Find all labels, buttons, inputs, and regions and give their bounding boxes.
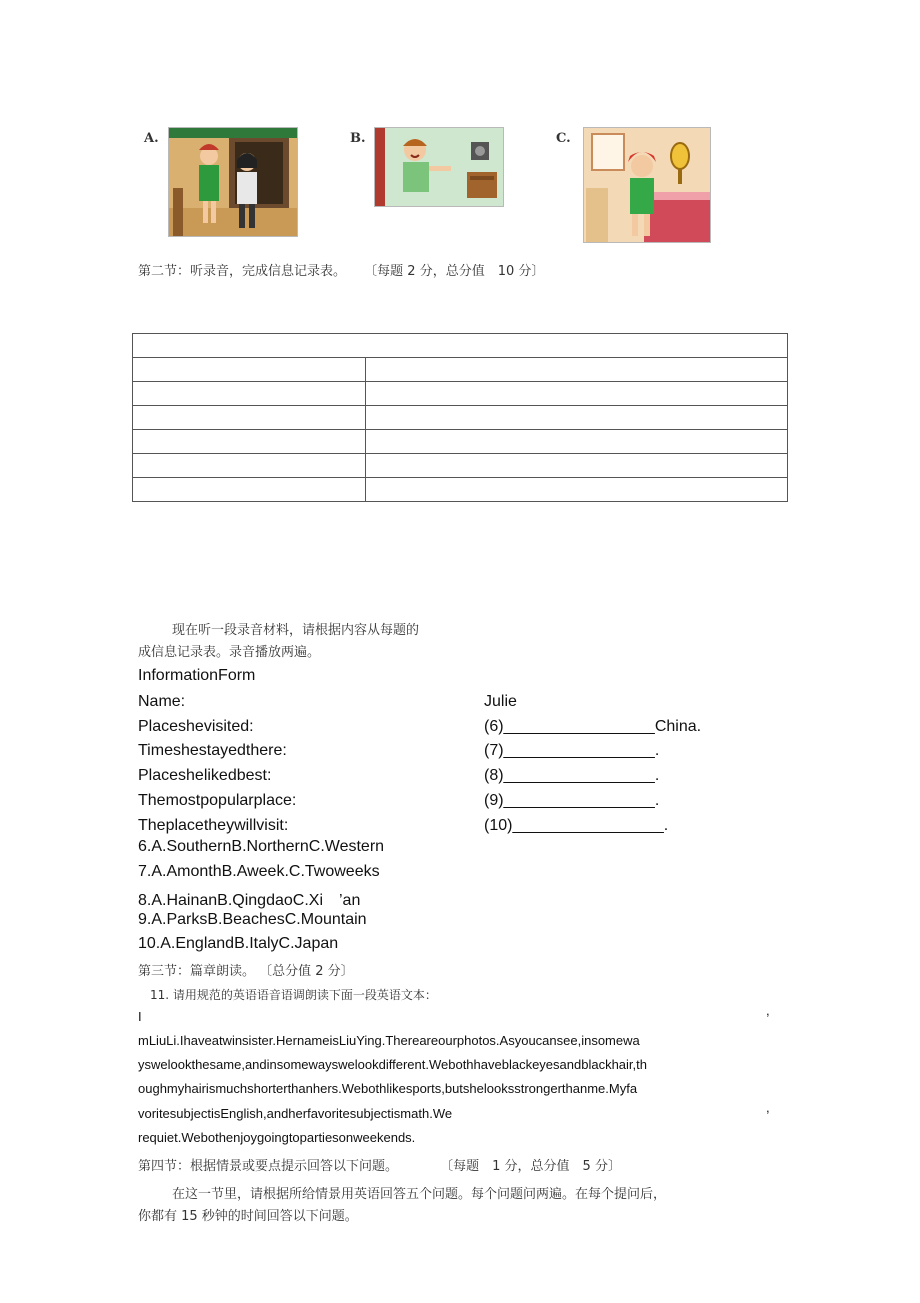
table-row bbox=[133, 406, 788, 430]
table-cell bbox=[133, 406, 366, 430]
table-row bbox=[133, 382, 788, 406]
passage-line-3: yswelookthesame,andinsomewayswelookdifferent.Webothhaveblackeyesandblackhair,th bbox=[138, 1057, 647, 1072]
form-blank-8: (8)_________________. bbox=[484, 767, 660, 784]
section4-line-2: 你都有 15 秒钟的时间回答以下问题。 bbox=[138, 1209, 358, 1224]
section4-heading bbox=[138, 1155, 621, 1174]
form-label-place-liked: Placeshelikedbest: bbox=[138, 767, 272, 784]
section2-heading bbox=[138, 260, 544, 279]
stray-mark: , bbox=[766, 1003, 770, 1018]
choice-7: 7.A.AmonthB.Aweek.C.Twoweeks bbox=[138, 863, 380, 880]
table-cell bbox=[133, 334, 788, 358]
option-letter-c: C. bbox=[556, 131, 571, 146]
form-title: InformationForm bbox=[138, 667, 256, 684]
two-girls-at-door-illustration bbox=[168, 127, 298, 237]
table-row bbox=[133, 430, 788, 454]
table-row bbox=[133, 454, 788, 478]
table-cell bbox=[366, 358, 788, 382]
table-cell bbox=[133, 382, 366, 406]
form-label-time-stayed: Timeshestayedthere: bbox=[138, 742, 287, 759]
passage-line-2: mLiuLi.Ihaveatwinsister.HernameisLiuYing.Thereareourphotos.Asyoucansee,insomewa bbox=[138, 1033, 640, 1048]
section2-score: 〔每题 2 分，总分值 10 分〕 bbox=[364, 264, 545, 279]
form-blank-9: (9)_________________. bbox=[484, 792, 660, 809]
table-cell bbox=[133, 358, 366, 382]
form-blank-6: (6)_________________China. bbox=[484, 718, 702, 735]
form-value-name: Julie bbox=[484, 693, 517, 710]
option-letter-b: B. bbox=[350, 131, 366, 146]
option-letter-a: A. bbox=[144, 131, 159, 146]
choice-8: 8.A.HainanB.QingdaoC.Xi ’an bbox=[138, 892, 361, 909]
form-label-most-popular: Themostpopularplace: bbox=[138, 792, 297, 809]
table-cell bbox=[366, 382, 788, 406]
passage-line-1: I bbox=[138, 1009, 142, 1024]
table-row bbox=[133, 358, 788, 382]
girl-with-mirror-illustration bbox=[583, 127, 711, 243]
choice-6: 6.A.SouthernB.NorthernC.Western bbox=[138, 838, 385, 855]
stray-mark: , bbox=[766, 1100, 770, 1115]
table-row bbox=[133, 478, 788, 502]
table-cell bbox=[366, 430, 788, 454]
section3-heading: 第三节：篇章朗读。 〔总分值 2 分〕 bbox=[138, 964, 354, 979]
form-label-place-visited: Placeshevisited: bbox=[138, 718, 254, 735]
choice-10: 10.A.EnglandB.ItalyC.Japan bbox=[138, 935, 339, 952]
form-blank-7: (7)_________________. bbox=[484, 742, 660, 759]
passage-line-5: voritesubjectisEnglish,andherfavoritesubjectismath.We bbox=[138, 1106, 453, 1121]
form-label-name: Name: bbox=[138, 693, 186, 710]
table-cell bbox=[366, 406, 788, 430]
form-blank-10: (10)_________________. bbox=[484, 817, 669, 834]
section2-title: 第二节：听录音，完成信息记录表。 bbox=[138, 264, 347, 279]
table-cell bbox=[133, 478, 366, 502]
choice-9: 9.A.ParksB.BeachesC.Mountain bbox=[138, 911, 367, 928]
table-cell bbox=[133, 454, 366, 478]
passage-line-6: requiet.Webothenjoygoingtopartiesonweekends. bbox=[138, 1130, 416, 1145]
section4-score: 〔每题 1 分，总分值 5 分〕 bbox=[440, 1159, 621, 1174]
instructions-line-1: 现在听一段录音材料，请根据内容从每题的 bbox=[172, 623, 420, 638]
form-label-will-visit: Theplacetheywillvisit: bbox=[138, 817, 289, 834]
instructions-line-2: 成信息记录表。录音播放两遍。 bbox=[138, 645, 321, 660]
section4-title: 第四节：根据情景或要点提示回答以下问题。 bbox=[138, 1159, 399, 1174]
record-table bbox=[132, 333, 788, 502]
passage-line-4: oughmyhairismuchshorterthanhers.Webothlikesports,butshelooksstrongerthanme.Myfa bbox=[138, 1081, 638, 1096]
table-cell bbox=[366, 478, 788, 502]
boy-with-radio-illustration bbox=[374, 127, 504, 207]
table-row bbox=[133, 334, 788, 358]
table-cell bbox=[133, 430, 366, 454]
section3-question: 11. 请用规范的英语语音语调朗读下面一段英语文本： bbox=[150, 988, 437, 1002]
table-cell bbox=[366, 454, 788, 478]
section4-line-1: 在这一节里，请根据所给情景用英语回答五个问题。每个问题问两遍。在每个提问后， bbox=[172, 1187, 667, 1202]
